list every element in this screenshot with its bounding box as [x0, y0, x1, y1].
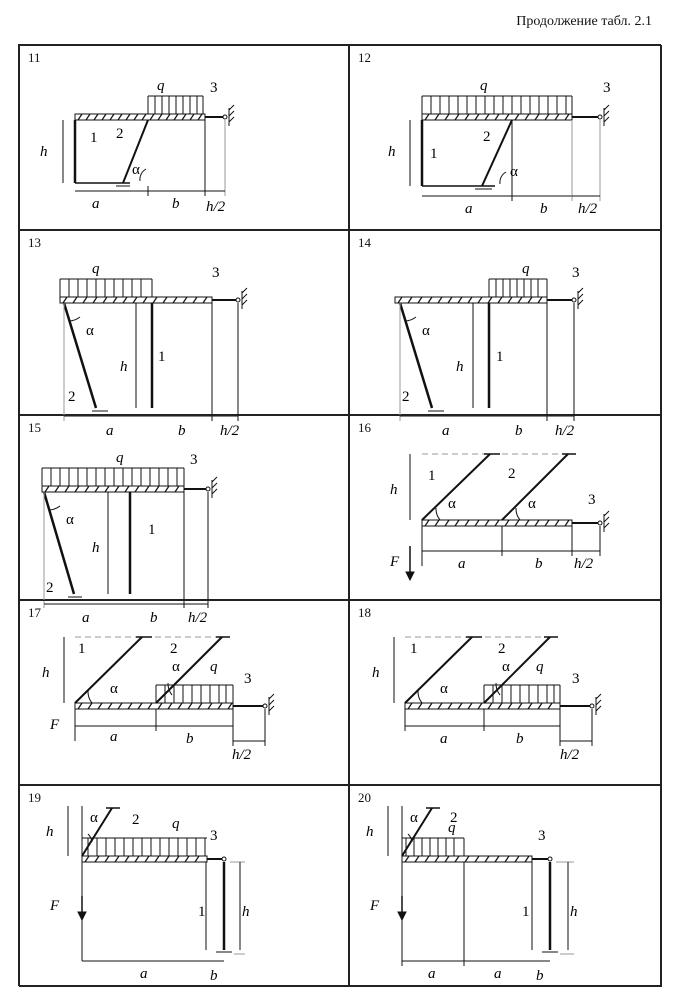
rod-1-label: 1 [148, 522, 156, 538]
rod-2-label: 2 [68, 389, 76, 405]
dim-h-label: h [388, 144, 396, 160]
scheme-12-diagram [350, 46, 663, 231]
dim-a-label-2: a [494, 966, 502, 982]
dim-b-label: b [540, 201, 548, 217]
dim-h2-label: h/2 [578, 201, 598, 217]
scheme-cell-11 [19, 45, 349, 230]
rod-1-label: 1 [428, 468, 436, 484]
dim-b-label: b [536, 968, 544, 984]
dim-h-label: h [390, 482, 398, 498]
rod-1-label: 1 [522, 904, 530, 920]
scheme-number: 17 [28, 605, 41, 620]
load-q-label: q [92, 261, 100, 277]
rod-2-label: 2 [483, 129, 491, 145]
scheme-cell-17 [19, 600, 349, 785]
rod-1-label: 1 [158, 349, 166, 365]
angle-alpha-label: α [66, 512, 74, 528]
rod-2-label: 2 [450, 810, 458, 826]
dim-a-label: a [106, 423, 114, 439]
scheme-17-diagram [20, 601, 350, 786]
scheme-number: 14 [358, 235, 371, 250]
angle-alpha-label: α [90, 810, 98, 826]
dim-h2-label: h/2 [220, 423, 240, 439]
rod-1-label: 1 [198, 904, 206, 920]
scheme-number: 13 [28, 235, 41, 250]
dim-h2-label: h/2 [555, 423, 575, 439]
rod-3-label: 3 [538, 828, 546, 844]
dim-a-label: a [442, 423, 450, 439]
angle-alpha-label-2: α [502, 659, 510, 675]
scheme-number: 20 [358, 790, 371, 805]
dim-b-label: b [178, 423, 186, 439]
angle-alpha-label: α [410, 810, 418, 826]
dim-b-label: b [186, 731, 194, 747]
load-q-label: q [172, 816, 180, 832]
angle-alpha-label: α [422, 323, 430, 339]
dim-a-label: a [140, 966, 148, 982]
dim-h-label: h [42, 665, 50, 681]
dim-b-label: b [210, 968, 218, 984]
scheme-19-diagram [20, 786, 350, 988]
dim-a-label: a [82, 610, 90, 626]
scheme-number: 18 [358, 605, 371, 620]
dim-b-label: b [515, 423, 523, 439]
dim-h-label: h [372, 665, 380, 681]
scheme-16-diagram [350, 416, 663, 601]
dim-b-label: b [516, 731, 524, 747]
scheme-20-diagram [350, 786, 663, 988]
dim-h2-label: h/2 [188, 610, 208, 626]
dim-h-label: h [40, 144, 48, 160]
scheme-18-diagram [350, 601, 663, 786]
force-F-label: F [390, 554, 400, 570]
load-q-label: q [448, 820, 456, 836]
rod-3-label: 3 [244, 671, 252, 687]
scheme-cell-16 [349, 415, 662, 600]
scheme-cell-18 [349, 600, 662, 785]
dim-h-label: h [120, 359, 128, 375]
dim-b-label: b [172, 196, 180, 212]
angle-alpha-label-2: α [528, 496, 536, 512]
dim-b-label: b [535, 556, 543, 572]
rod-2-label: 2 [46, 580, 54, 596]
scheme-number: 19 [28, 790, 41, 805]
scheme-cell-19 [19, 785, 349, 987]
dim-a-label: a [458, 556, 466, 572]
rod-3-label: 3 [588, 492, 596, 508]
rod-2-label: 2 [402, 389, 410, 405]
force-F-label: F [50, 717, 60, 733]
rod-3-label: 3 [603, 80, 611, 96]
rod-2-label: 2 [116, 126, 124, 142]
dim-h2-label: h/2 [560, 747, 580, 763]
schemes-table [18, 44, 661, 986]
force-F-label: F [50, 898, 60, 914]
load-q-label: q [157, 78, 165, 94]
angle-alpha-label: α [510, 164, 518, 180]
dim-h-label: h [46, 824, 54, 840]
scheme-cell-12 [349, 45, 662, 230]
rod-1-label: 1 [90, 130, 98, 146]
dim-h-label-right: h [570, 904, 578, 920]
rod-2-label: 2 [170, 641, 178, 657]
angle-alpha-label: α [132, 162, 140, 178]
dim-h2-label: h/2 [206, 199, 226, 215]
scheme-number: 16 [358, 420, 371, 435]
rod-2-label: 2 [498, 641, 506, 657]
dim-a-label: a [440, 731, 448, 747]
dim-h2-label: h/2 [232, 747, 252, 763]
scheme-11-diagram [20, 46, 350, 231]
dim-h-label: h [92, 540, 100, 556]
angle-alpha-label: α [440, 681, 448, 697]
rod-2-label: 2 [132, 812, 140, 828]
rod-1-label: 1 [78, 641, 86, 657]
rod-2-label: 2 [508, 466, 516, 482]
dim-h-label: h [456, 359, 464, 375]
scheme-number: 15 [28, 420, 41, 435]
rod-1-label: 1 [430, 146, 438, 162]
dim-h2-label: h/2 [574, 556, 594, 572]
scheme-number: 12 [358, 50, 371, 65]
rod-3-label: 3 [212, 265, 220, 281]
dim-a-label: a [428, 966, 436, 982]
dim-a-label: a [110, 729, 118, 745]
angle-alpha-label-2: α [172, 659, 180, 675]
angle-alpha-label: α [86, 323, 94, 339]
scheme-cell-20 [349, 785, 662, 987]
dim-a-label: a [92, 196, 100, 212]
rod-3-label: 3 [210, 828, 218, 844]
load-q-label: q [536, 659, 544, 675]
rod-1-label: 1 [496, 349, 504, 365]
dim-a-label: a [465, 201, 473, 217]
load-q-label: q [210, 659, 218, 675]
dim-h-label: h [366, 824, 374, 840]
force-F-label: F [370, 898, 380, 914]
rod-3-label: 3 [190, 452, 198, 468]
rod-3-label: 3 [572, 265, 580, 281]
rod-1-label: 1 [410, 641, 418, 657]
load-q-label: q [480, 78, 488, 94]
angle-alpha-label: α [110, 681, 118, 697]
load-q-label: q [522, 261, 530, 277]
dim-h-label-right: h [242, 904, 250, 920]
rod-3-label: 3 [572, 671, 580, 687]
continuation-caption: Продолжение табл. 2.1 [516, 14, 652, 29]
load-q-label: q [116, 450, 124, 466]
angle-alpha-label: α [448, 496, 456, 512]
rod-3-label: 3 [210, 80, 218, 96]
scheme-number: 11 [28, 50, 41, 65]
dim-b-label: b [150, 610, 158, 626]
